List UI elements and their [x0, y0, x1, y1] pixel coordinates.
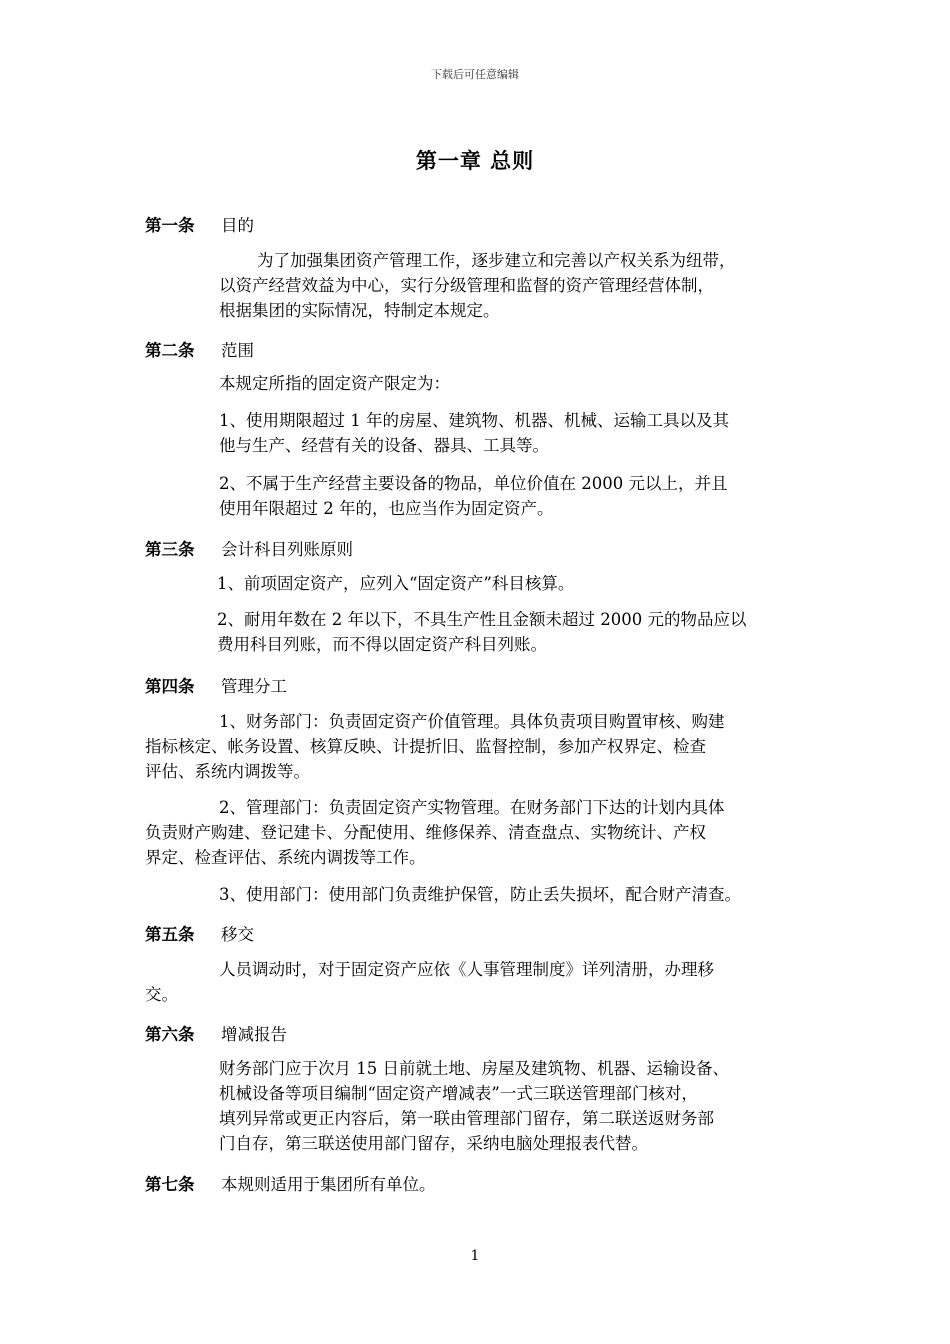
chapter-title: 第一章 总则: [415, 148, 535, 173]
paragraph-line: 人员调动时，对于固定资产应依《人事管理制度》详列清册，办理移: [219, 960, 714, 979]
article-number: 第五条: [145, 925, 195, 944]
article-number: 第三条: [145, 540, 195, 559]
paragraph-line: 负责财产购建、登记建卡、分配使用、维修保养、清查盘点、实物统计、产权: [145, 823, 706, 842]
paragraph-line: 评估、系统内调拨等。: [145, 762, 310, 781]
paragraph-line: 机械设备等项目编制“固定资产增减表”一式三联送管理部门核对，: [219, 1084, 698, 1103]
article-title: 范围: [221, 341, 254, 360]
article-number: 第一条: [145, 216, 195, 235]
paragraph-line: 他与生产、经营有关的设备、器具、工具等。: [219, 436, 549, 455]
article-title: 目的: [221, 216, 254, 235]
article-title: 移交: [221, 925, 254, 944]
article-title: 本规则适用于集团所有单位。: [221, 1175, 436, 1194]
paragraph-line: 1、前项固定资产，应列入“固定资产”科目核算。: [217, 574, 575, 593]
paragraph-line: 界定、检查评估、系统内调拨等工作。: [145, 848, 426, 867]
article-number: 第六条: [145, 1025, 195, 1044]
paragraph-line: 填列异常或更正内容后，第一联由管理部门留存，第二联送返财务部: [219, 1109, 714, 1128]
paragraph-line: 以资产经营效益为中心，实行分级管理和监督的资产管理经营体制，: [219, 276, 714, 295]
paragraph-line: 使用年限超过 2 年的，也应当作为固定资产。: [219, 499, 554, 518]
article-title: 管理分工: [221, 677, 287, 696]
paragraph-line: 2、管理部门：负责固定资产实物管理。在财务部门下达的计划内具体: [219, 798, 725, 817]
article-number: 第四条: [145, 677, 195, 696]
paragraph-line: 3、使用部门：使用部门负责维护保管，防止丢失损坏，配合财产清查。: [219, 885, 741, 904]
paragraph-line: 1、财务部门：负责固定资产价值管理。具体负责项目购置审核、购建: [219, 712, 725, 731]
article-title: 增减报告: [221, 1025, 287, 1044]
paragraph-line: 本规定所指的固定资产限定为：: [219, 374, 450, 393]
paragraph-line: 门自存，第三联送使用部门留存，采纳电脑处理报表代替。: [219, 1134, 648, 1153]
article-title: 会计科目列账原则: [221, 540, 353, 559]
paragraph-line: 指标核定、帐务设置、核算反映、计提折旧、监督控制，参加产权界定、检查: [145, 737, 706, 756]
paragraph-line: 2、耐用年数在 2 年以下，不具生产性且金额未超过 2000 元的物品应以: [217, 610, 747, 629]
paragraph-line: 2、不属于生产经营主要设备的物品，单位价值在 2000 元以上，并且: [219, 474, 728, 493]
paragraph-line: 为了加强集团资产管理工作，逐步建立和完善以产权关系为纽带，: [257, 251, 736, 270]
page-number: 1: [470, 1248, 480, 1264]
paragraph-line: 费用科目列账，而不得以固定资产科目列账。: [217, 635, 547, 654]
paragraph-line: 根据集团的实际情况，特制定本规定。: [219, 301, 500, 320]
paragraph-line: 1、使用期限超过 1 年的房屋、建筑物、机器、机械、运输工具以及其: [219, 411, 729, 430]
page-header: 下载后可任意编辑: [431, 68, 519, 81]
article-number: 第二条: [145, 341, 195, 360]
article-number: 第七条: [145, 1175, 195, 1194]
paragraph-line: 财务部门应于次月 15 日前就土地、房屋及建筑物、机器、运输设备、: [219, 1059, 729, 1078]
paragraph-line: 交。: [145, 985, 178, 1004]
